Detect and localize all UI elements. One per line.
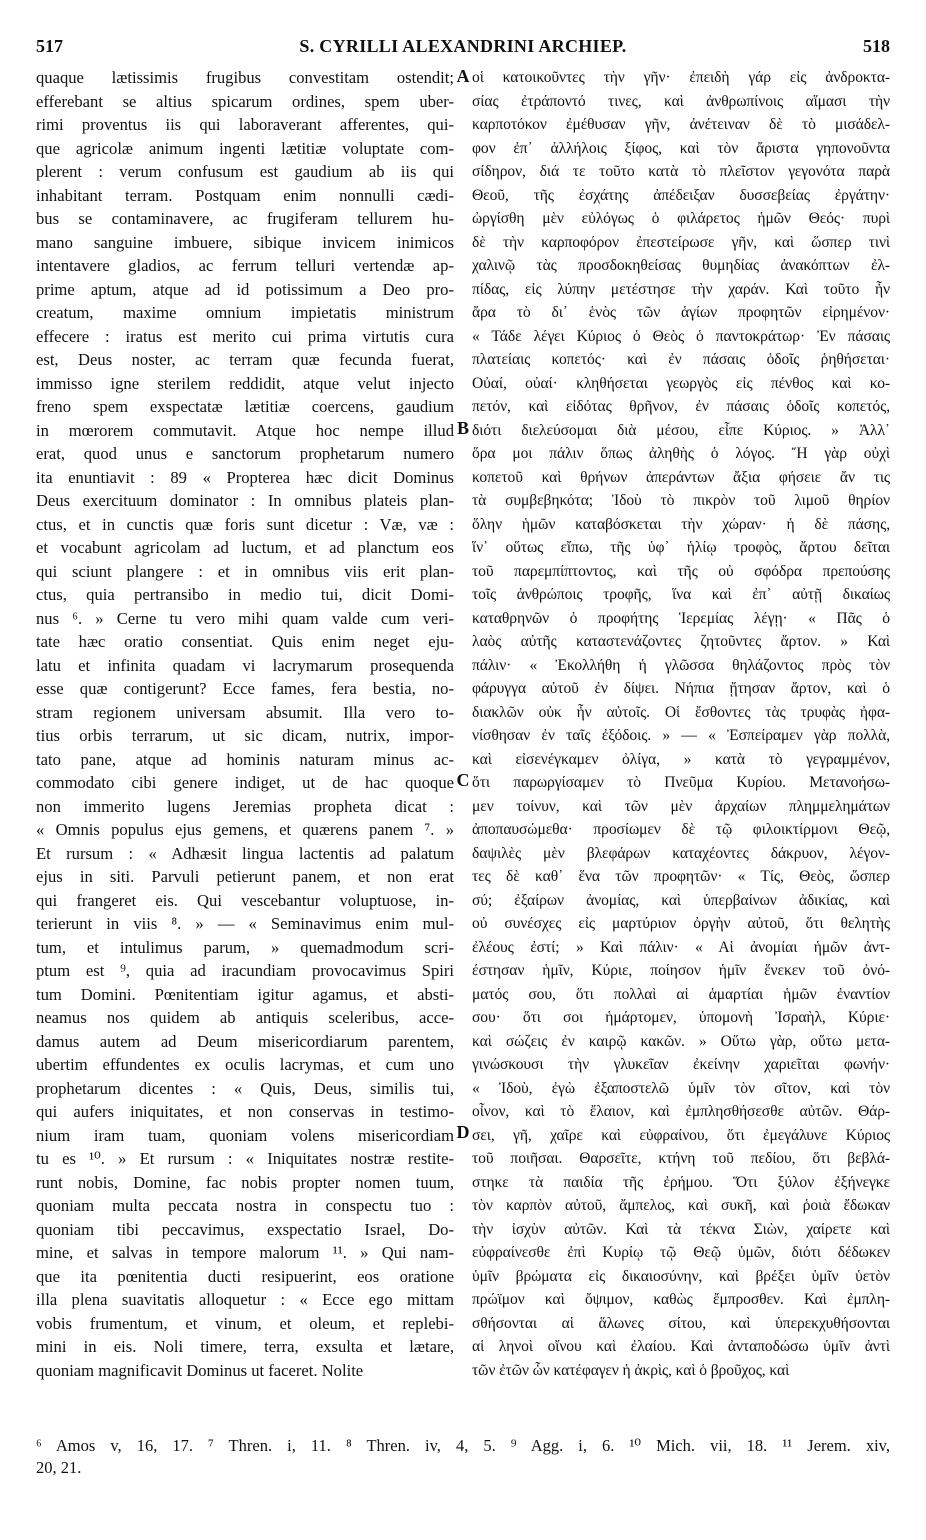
greek-text-line: ὅτι παρωργίσαμεν τὸ Πνεῦμα Κυρίου. Μετανοήσω- — [472, 774, 890, 791]
greek-text-line: διακλῶν οὐκ ἦν αὐτοῖς. Οἱ ἔσθοντες τὰς τρυφὰς ἠφα- — [472, 703, 890, 721]
greek-text-line: φον ἐπ᾽ ἀλλήλοις ξίφος, καὶ τὸν ἄριστα γηπονοῦντα — [472, 139, 890, 157]
latin-text-line: tato pane, atque ad hominis naturam minus ac- — [36, 749, 454, 769]
latin-text-line: stram regionem universam absumit. Illa vero to- — [36, 702, 454, 722]
greek-text-line: έστησαν ἡμῖν, Κύριε, ποίησον ἡμῖν ἕνεκεν τοῦ ὀνό- — [472, 962, 890, 979]
greek-text-line: εὐφραίνεσθε ἐπὶ Κυρίῳ τῷ Θεῷ ὑμῶν, διότι δέδωκεν — [472, 1244, 890, 1261]
latin-text-line: inhabitant terram. Postquam enim nonnulli cædi- — [36, 185, 454, 205]
latin-text-line: quaque lætissimis frugibus convestitam ostendit; — [36, 68, 454, 87]
latin-text-line: tum Domini. Pœnitentiam igitur agamus, et absti- — [36, 984, 454, 1004]
latin-text-line: ptum est ⁹, quia ad iracundiam provocavimus Spiri — [36, 961, 454, 980]
greek-text-line: τῶν ἐτῶν ὧν κατέφαγεν ἡ ἀκρὶς, καὶ ὁ βροῦχος, καὶ — [472, 1361, 790, 1379]
latin-text-line: Et rursum : « Adhæsit lingua lactentis ad palatum — [36, 843, 454, 863]
latin-text-line: vobis frumentum, et vinum, et oleum, et replebi- — [36, 1313, 454, 1333]
greek-text-line: πίδας, εἰς λύπην μετέστησε τὴν χαράν. Καὶ τοῦτο ἦν — [472, 280, 890, 298]
greek-text-line: πετόν, καὶ εἰδότας θρῆνον, ἐν πάσαις ὁδοῖς κοπετός, — [472, 398, 890, 415]
greek-text-line: καὶ εἰσενέγκαμεν ὀλίγα, » κατὰ τὸ γεγραμμένον, — [472, 750, 890, 768]
greek-column — [472, 66, 890, 1382]
latin-text-line: tum, et intulimus parum, » quemadmodum scri- — [36, 937, 454, 957]
greek-text-line: καρποτόκον ἐμέθυσαν γῆν, ἀνέτειναν δὲ τὸ μισάδελ- — [472, 116, 890, 133]
latin-text-line: qui frangeret eis. Qui vescebantur voluptuose, in- — [36, 890, 454, 910]
latin-text-line: ubertim effundentes ex oculis lacrymas, et cum uno — [36, 1055, 454, 1074]
latin-text-line: esse quæ contigerunt? Ecce fames, fera bestia, no- — [36, 679, 454, 698]
greek-text-line: ματός σου, ὅτι πολλαὶ αἱ ἁμαρτίαι ἡμῶν ἐναντίον — [472, 985, 890, 1003]
greek-text-line: φάρυγγα αὐτοῦ ἐν δίψει. Νήπια ᾔτησαν ἄρτον, καὶ ὁ — [472, 680, 890, 697]
page-number-left: 517 — [36, 36, 63, 56]
latin-text-line: bus se contaminavere, ac frugiferam tellurem hu- — [36, 209, 454, 228]
greek-text-line: πλατείαις κοπετός· καὶ ἐν πάσαις ὁδοῖς ῥηθήσεται· — [472, 351, 890, 368]
latin-text-line: tu es ¹⁰. » Et rursum : « Iniquitates nostræ restite- — [36, 1149, 454, 1168]
latin-text-line: effecere : iratus est merito cui prima virtutis cura — [36, 326, 454, 346]
greek-text-line: τες δὲ καθ᾽ ἕνα τῶν προφητῶν· « Τίς, Θεὸς, ὥσπερ — [472, 868, 890, 885]
section-marker-b: B — [456, 418, 469, 438]
latin-text-line: ejus in siti. Parvuli petierunt panem, et non erat — [36, 867, 454, 886]
greek-text-line: δὲ τὴν καρποφόρον ἐπεστείρωσε γῆν, καὶ ὥσπερ τινὶ — [472, 233, 890, 251]
greek-text-line: τὰ συμβεβηκότα; Ἰδοὺ τὸ πικρὸν τοῦ λιμοῦ θηρίον — [472, 492, 890, 509]
greek-text-line: « Τάδε λέγει Κύριος ὁ Θεὸς ὁ παντοκράτωρ· Ἐν πάσαις — [472, 327, 890, 345]
latin-text-line: commodato cibi genere indiget, ut de hac quoque — [36, 773, 454, 792]
latin-text-line: Deus exercituum dominator : In omnibus plateis plan- — [36, 491, 454, 510]
greek-text-line: οἱ κατοικοῦντες τὴν γῆν· ἐπειδὴ γάρ εἰς ἀνδροκτα- — [472, 69, 890, 86]
latin-text-line: non immerito lugens Jeremias propheta dicat : — [36, 796, 454, 816]
greek-text-line: σίδηρον, διά τε τοῦτο κατὰ τὸ πλεῖστον γεγονότα παρὰ — [472, 163, 890, 180]
latin-text-line: efferebant se altius spicarum ordines, spem uber- — [36, 91, 454, 111]
latin-text-line: ita enuntiavit : 89 « Propterea hæc dicit Dominus — [36, 467, 454, 487]
greek-text-line: μεν τοίνυν, καὶ τῶν μὲν ἀρχαίων πλημμελημάτων — [472, 797, 890, 815]
latin-text-line: « Omnis populus ejus gemens, et quærens panem ⁷. » — [36, 820, 454, 839]
greek-text-line: σου· ὅτι σοι ἡμάρτομεν, ὑπομονὴ Ἰσραὴλ, Κύριε· — [472, 1009, 890, 1026]
latin-text-line: quoniam tibi peccavimus, exspectatio Israel, Do- — [36, 1219, 454, 1239]
latin-text-line: immisso igne sterilem reddidit, atque velut injecto — [36, 373, 454, 393]
greek-text-line: Οὐαί, οὐαί· κληθήσεται γεωργὸς εἰς πένθος καὶ κο- — [472, 374, 890, 392]
footnote-line: ⁶ Amos v, 16, 17. ⁷ Thren. i, 11. ⁸ Thren. iv, 4, 5. ⁹ Agg. i, 6. ¹⁰ Mich. vii, 18. ¹¹ Jerem. xiv, — [36, 1436, 890, 1455]
greek-text-line: νίσθησαν ἐν ταῖς ἐξόδοις. » — « Ἐσπείραμεν γὰρ πολλὰ, — [472, 727, 890, 744]
greek-text-line: τοῦ παρεμπίπτοντος, καὶ τῆς οὐ σφόδρα πρεπούσης — [472, 562, 890, 580]
greek-text-line: οἶνον, καὶ τὸ ἔλαιον, καὶ ἐμπλησθήσεσθε αὐτῶν. Θάρ- — [472, 1103, 890, 1120]
greek-text-line: δαψιλὲς μὲν βλεφάρων καταχέοντες δάκρυον, λέγον- — [472, 844, 890, 862]
greek-text-line: « Ἰδοὺ, ἐγὼ ἐξαποστελῶ ὑμῖν τὸν σῖτον, καὶ τὸν — [472, 1079, 890, 1097]
greek-text-line: τὸν καρπὸν αὐτοῦ, ἄμπελος, καὶ συκῆ, καὶ ῥοιὰ ἔδωκαν — [472, 1197, 890, 1214]
greek-text-line: σθήσονται αἱ ἅλωνες σίτου, καὶ ὑπερεκχυθήσονται — [472, 1314, 890, 1332]
latin-text-line: que agricolæ animum ingenti lætitiæ voluptate com- — [36, 138, 454, 158]
latin-text-line: quoniam multa peccata nostra in conspectu tuo : — [36, 1196, 454, 1215]
footnotes — [36, 1435, 890, 1479]
greek-text-line: διότι διελεύσομαι διὰ μέσου, εἶπε Κύριος. » Ἀλλ᾽ — [472, 421, 890, 439]
greek-text-line: σύ; ἐξαίρων ἀνομίας, καὶ ὑπερβαίνων ἀδικίας, καὶ — [472, 891, 890, 909]
latin-text-line: tate hæc oratio consentiat. Quis enim neget eju- — [36, 632, 454, 651]
latin-text-line: creatum, maxime omnium impietatis ministrum — [36, 303, 454, 322]
greek-text-line: γινώσκουσι τὴν γλυκεῖαν ἐκείνην χαριεῖται φωνήν· — [472, 1056, 890, 1073]
latin-text-line: freno spem exspectatæ lætitiæ coercens, gaudium — [36, 397, 454, 416]
section-marker-d: D — [456, 1122, 470, 1142]
latin-text-line: terierunt in viis ⁸. » — « Seminavimus enim mul- — [36, 914, 454, 933]
running-title: S. CYRILLI ALEXANDRINI ARCHIEP. — [299, 36, 627, 56]
greek-text-line: λαὸς αὐτῆς καταστενάζοντες ζητοῦντες ἄρτον. » Καὶ — [472, 633, 890, 650]
latin-text-line: ctus, quia pertransibo in medio tui, dicit Domi- — [36, 585, 454, 604]
greek-text-line: ὑμῖν βρώματα εἰς δικαιοσύνην, καὶ βρέξει ὑμῖν ὑετὸν — [472, 1267, 890, 1285]
greek-text-line: ἄρα τὸ δι᾽ ἑνὸς τῶν ἁγίων προφητῶν εἰρημένον· — [472, 304, 890, 321]
section-marker-a: A — [456, 66, 470, 86]
latin-text-line: in mœrorem commutavit. Atque hoc nempe illud — [36, 420, 454, 440]
latin-text-line: damus autem ad Deum misericordiarum parentem, — [36, 1031, 454, 1051]
latin-text-line: qui aufers iniquitates, et non conservas in testimo- — [36, 1102, 454, 1121]
section-marker-c: C — [456, 770, 470, 790]
greek-text-line: στηκε τὰ παιδία τῆς ἐρήμου. Ὅτι ξύλον ἐξήνεγκε — [472, 1173, 890, 1191]
greek-text-line: ὅρα μοι πάλιν ὅπως ἀληθὴς ὁ λόγος. Ἤ γὰρ οὐχὶ — [472, 445, 890, 462]
greek-text-line: κοπετοῦ καὶ θρήνων ἀπεράντων ἄξια φήσειε ἄν τις — [472, 468, 890, 486]
greek-text-line: καταθρηνῶν ὁ προφήτης Ἱερεμίας λέγῃ· « Πᾶς ὁ — [472, 609, 890, 627]
latin-text-line: illa plena suavitatis alloquetur : « Ecce ego mittam — [36, 1290, 454, 1309]
latin-text-line: mine, et salvas in tempore malorum ¹¹. » Qui nam- — [36, 1243, 454, 1262]
latin-text-line: neamus nos quidem ab antiquis sceleribus, acce- — [36, 1008, 454, 1027]
latin-text-line: latu et infinita quadam vi lacrymarum prosequenda — [36, 655, 454, 675]
greek-text-line: ὅλην ἡμῶν καταβόσκεται τὴν χώραν· ἡ δὲ πάσης, — [472, 515, 890, 533]
page-header — [36, 36, 890, 60]
greek-text-line: καὶ σώζεις ἐν καιρῷ κακῶν. » Οὕτω γὰρ, οὕτω μετα- — [472, 1032, 890, 1050]
latin-text-line: et vocabunt agricolam ad luctum, et ad planctum eos — [36, 538, 454, 557]
latin-text-line: tius orbis terrarum, ut sic dicam, nutrix, impor- — [36, 726, 454, 745]
greek-text-line: πάλιν· « Ἐκολλήθη ἡ γλῶσσα θηλάζοντος πρὸς τὸν — [472, 656, 890, 674]
greek-text-line: χαλινῷ τὰς προσδοκηθείσας θυμηδίας ἀνακόπτων ἐλ- — [472, 257, 890, 274]
greek-text-line: πρώϊμον καὶ ὄψιμον, καθὼς ἔμπροσθεν. Καὶ ἐμπλη- — [472, 1291, 890, 1308]
greek-text-line: ἵν᾽ οὕτως εἴπω, τῆς ὑφ᾽ ἡλίῳ τροφὸς, ἄρτου δεῖται — [472, 539, 890, 556]
latin-column — [36, 66, 454, 1382]
greek-text-line: ὠργίσθη μὲν εὐλόγως ὁ φιλάρετος ἡμῶν Θεός· πυρὶ — [472, 210, 890, 227]
latin-text-line: runt nobis, Domine, fac nobis propter nomen tuum, — [36, 1172, 454, 1192]
latin-text-line: mano sanguine imbuere, sibique invicem inimicos — [36, 232, 454, 252]
latin-text-line: plerent : verum confusum est gaudium ab iis qui — [36, 162, 454, 181]
greek-text-line: οὐ συνέσχες εἰς μαρτύριον ὀργὴν αὐτοῦ, ὅτι θελητὴς — [472, 915, 890, 932]
latin-text-line: nium iram tuam, quoniam volens misericordiam — [36, 1125, 454, 1145]
page-number-right: 518 — [863, 36, 890, 56]
latin-text-line: intentavere gladios, ac ferrum telluri vertendæ ap- — [36, 256, 454, 275]
greek-text-line: τοῦ ποιῆσαι. Θαρσεῖτε, κτήνη τοῦ πεδίου, ὅτι βεβλά- — [472, 1150, 890, 1167]
latin-text-line: est, Deus noster, ac terram quæ fecunda fuerat, — [36, 350, 454, 369]
latin-text-line: prime aptum, atque ad id potissimum a Deo pro- — [36, 279, 454, 299]
greek-text-line: τοῖς ἀνθρώποις τροφῆς, ἵνα καὶ ἐπ᾽ αὐτῇ δικαίως — [472, 586, 890, 603]
greek-text-line: σίας ἐτράποντό τινες, καὶ ἀνθρωπίνοις αἵμασι τὴν — [472, 92, 890, 110]
latin-text-line: qui sciunt plangere : et in omnibus viis erit plan- — [36, 561, 454, 581]
latin-text-line: erat, quod unus e sanctorum prophetarum numero — [36, 444, 454, 463]
greek-text-line: Θεοῦ, τῆς ἐσχάτης ἀπέδειξαν δυσσεβείας ἐργάτην· — [472, 186, 890, 204]
greek-text-line: ἀποπαυσώμεθα· προσίωμεν δὲ τῷ φιλοικτίρμονι Θεῷ, — [472, 821, 890, 838]
latin-text-line: nus ⁶. » Cerne tu vero mihi quam valde cum veri- — [36, 608, 454, 628]
latin-text-line: que ita pœnitentia ducti resipuerint, eos oratione — [36, 1266, 454, 1286]
greek-text-line: σει, γῆ, χαῖρε καὶ εὐφραίνου, ὅτι ἐμεγάλυνε Κύριος — [472, 1126, 890, 1144]
latin-text-line: ctus, et in cunctis quæ foris sunt dicetur : Væ, væ : — [36, 514, 454, 534]
latin-text-line: mini in eis. Noli timere, terra, exsulta et lætare, — [36, 1337, 454, 1356]
greek-text-line: τὴν ἰσχὺν αὐτῶν. Καὶ τὰ τέκνα Σιὼν, χαίρετε καὶ — [472, 1220, 890, 1238]
greek-text-line: αἱ ληνοὶ οἴνου καὶ ἐλαίου. Καὶ ἀνταποδώσω ὑμῖν ἀντὶ — [472, 1338, 890, 1355]
latin-text-line: quoniam magnificavit Dominus ut faceret. Nolite — [36, 1360, 364, 1380]
latin-text-line: rimi proventus iis qui laboraverant afferentes, qui- — [36, 115, 454, 134]
greek-text-line: ἐλέους ἐστί; » Καὶ πάλιν· « Αἱ ἀνομίαι ἡμῶν ἀντ- — [472, 938, 890, 956]
latin-text-line: prophetarum dicentes : « Quis, Deus, similis tui, — [36, 1078, 454, 1098]
footnote-line: 20, 21. — [36, 1458, 82, 1477]
